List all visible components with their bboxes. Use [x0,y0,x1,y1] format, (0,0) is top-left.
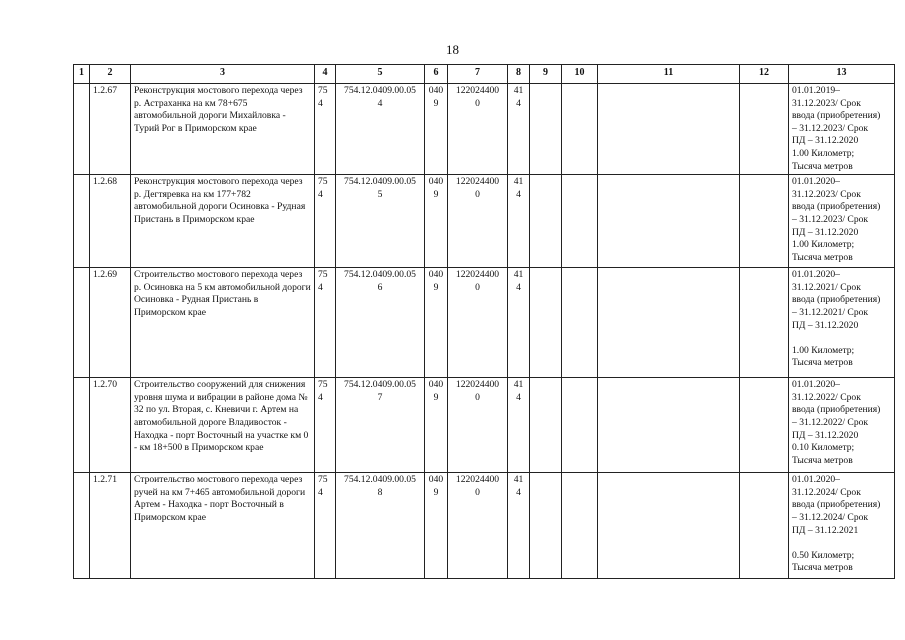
cell-line: Тысяча метров [792,160,853,172]
cell-col-10 [562,268,598,378]
cell-line: 122024400 [455,474,500,486]
cell-col-7 [448,473,508,579]
cell-col-8 [508,268,530,378]
cell-col-11 [598,84,740,175]
cell-col-4: 754 [315,268,336,378]
cell-line: 122024400 [455,379,500,391]
cell-col-10 [562,473,598,579]
cell-col-12 [740,175,789,268]
cell-line: 31.12.2022/ Срок [792,391,861,403]
cell-col-6 [425,378,448,473]
cell-col-9 [530,268,562,378]
cell-line: ПД – 31.12.2020 [792,319,859,331]
table-row [74,268,895,378]
cell-line: 9 [433,486,439,498]
cell-line: 9 [433,281,439,293]
cell-line: 754.12.0409.00.05 [344,176,416,188]
cell-col-12 [740,84,789,175]
table-row [74,175,895,268]
cell-line: Тысяча метров [792,251,853,263]
cell-col-11 [598,473,740,579]
col-header-5: 5 [336,65,425,84]
table-row [74,378,895,473]
cell-col-1 [74,473,90,579]
cell-line: 01.01.2020– [792,379,840,391]
cell-line: ввода (приобретения) [792,201,881,213]
cell-line: – 31.12.2023/ Срок [792,122,869,134]
table-row [74,473,895,579]
cell-col-11 [598,268,740,378]
cell-line: 9 [433,97,439,109]
cell-line: 41 [513,474,524,486]
cell-col-6 [425,84,448,175]
cell-line: 0 [475,281,480,293]
cell-line: ПД – 31.12.2020 [792,135,859,147]
cell-col-10 [562,84,598,175]
cell-col-7 [448,268,508,378]
cell-col-6 [425,175,448,268]
cell-line: 040 [428,85,444,96]
col-header-7: 7 [448,65,508,84]
cell-col-8 [508,378,530,473]
cell-line: Тысяча метров [792,454,853,466]
cell-line: 0 [475,391,480,403]
cell-line: ввода (приобретения) [792,110,881,122]
cell-line: 41 [513,85,524,96]
cell-col-9 [530,378,562,473]
cell-line: 0.10 Километр; [792,442,855,454]
objects-table [73,64,895,579]
cell-col-11 [598,378,740,473]
cell-line: 0.50 Километр; [792,549,855,561]
cell-line: 4 [516,97,521,109]
col-header-12: 12 [740,65,789,84]
cell-line: 01.01.2020– [792,474,840,486]
cell-col-5 [336,84,425,175]
cell-line: Тысяча метров [792,562,853,574]
col-header-3: 3 [131,65,315,84]
cell-line: ввода (приобретения) [792,404,881,416]
cell-col-9 [530,473,562,579]
cell-col-13 [789,84,895,175]
cell-line: 41 [513,176,524,188]
cell-col-2: 1.2.67 [90,84,131,175]
cell-col-7 [448,84,508,175]
cell-col-13 [789,378,895,473]
cell-line: 01.01.2020– [792,269,840,281]
cell-col-12 [740,473,789,579]
col-header-1: 1 [74,65,90,84]
cell-col-1 [74,268,90,378]
page-number: 18 [446,42,459,57]
cell-col-2: 1.2.69 [90,268,131,378]
cell-line: ПД – 31.12.2020 [792,226,859,238]
cell-line: 01.01.2020– [792,176,840,188]
cell-col-7 [448,378,508,473]
cell-line: ПД – 31.12.2020 [792,429,859,441]
cell-line: 4 [516,188,521,200]
cell-line: 31.12.2021/ Срок [792,281,861,293]
cell-col-5 [336,175,425,268]
cell-col-8 [508,473,530,579]
cell-col-8 [508,175,530,268]
table-row [74,84,895,175]
cell-line: 4 [377,97,383,109]
cell-line: 01.01.2019– [792,85,840,96]
cell-line [792,537,891,550]
cell-col-5 [336,378,425,473]
cell-col-13 [789,473,895,579]
cell-line: 122024400 [455,85,500,96]
cell-col-5 [336,268,425,378]
cell-line: 122024400 [455,269,500,281]
cell-col-1 [74,378,90,473]
cell-col-6 [425,268,448,378]
cell-col-1 [74,175,90,268]
cell-col-4: 754 [315,378,336,473]
cell-col-4: 754 [315,84,336,175]
col-header-2: 2 [90,65,131,84]
cell-line: 31.12.2024/ Срок [792,486,861,498]
cell-col-3: Реконструкция мостового перехода через р. Астраханка на км 78+675 автомобильной дороги Михайловка - Турий Рог в Приморском крае [131,84,315,175]
cell-col-4: 754 [315,175,336,268]
cell-line: 040 [428,176,444,188]
cell-line: 0 [475,97,480,109]
cell-line: – 31.12.2022/ Срок [792,416,869,428]
cell-col-9 [530,84,562,175]
cell-line: 7 [377,391,383,403]
cell-line: 040 [428,474,444,486]
cell-line: 754.12.0409.00.05 [344,269,416,281]
cell-line: 9 [433,391,439,403]
cell-line: 754.12.0409.00.05 [344,379,416,391]
col-header-13: 13 [789,65,895,84]
cell-line: 754.12.0409.00.05 [344,85,416,96]
cell-col-11 [598,175,740,268]
cell-line: 1.00 Километр; [792,239,855,251]
cell-col-7 [448,175,508,268]
cell-line: 4 [516,486,521,498]
cell-line: 4 [516,391,521,403]
cell-line: 8 [377,486,383,498]
col-header-10: 10 [562,65,598,84]
col-header-9: 9 [530,65,562,84]
cell-col-3: Реконструкция мостового перехода через р. Дегтяревка на км 177+782 автомобильной дороги Осиновка - Рудная Пристань в Приморском крае [131,175,315,268]
col-header-6: 6 [425,65,448,84]
cell-col-3: Строительство мостового перехода через ручей на км 7+465 автомобильной дороги Артем - Находка - порт Восточный в Приморском крае [131,473,315,579]
cell-col-12 [740,268,789,378]
cell-col-3: Строительство мостового перехода через р. Осиновка на 5 км автомобильной дороги Осиновка - Рудная Пристань в Приморском крае [131,268,315,378]
cell-line: – 31.12.2021/ Срок [792,306,869,318]
cell-col-2: 1.2.68 [90,175,131,268]
col-header-8: 8 [508,65,530,84]
header-row [74,65,895,84]
cell-line: ввода (приобретения) [792,294,881,306]
cell-line: 122024400 [455,176,500,188]
cell-line: 41 [513,269,524,281]
cell-col-9 [530,175,562,268]
cell-col-12 [740,378,789,473]
cell-line: 0 [475,486,480,498]
cell-line [792,332,891,345]
cell-line: 1.00 Километр; [792,344,855,356]
cell-col-6 [425,473,448,579]
cell-line: 0 [475,188,480,200]
cell-col-8 [508,84,530,175]
cell-col-4: 754 [315,473,336,579]
cell-line: Тысяча метров [792,357,853,369]
cell-line: 040 [428,379,444,391]
cell-line: 4 [516,281,521,293]
cell-line: 9 [433,188,439,200]
cell-col-5 [336,473,425,579]
cell-line: 040 [428,269,444,281]
cell-col-10 [562,378,598,473]
cell-line: 31.12.2023/ Срок [792,97,861,109]
col-header-11: 11 [598,65,740,84]
cell-col-13 [789,175,895,268]
col-header-4: 4 [315,65,336,84]
cell-col-3: Строительство сооружений для снижения уровня шума и вибрации в районе дома № 32 по ул. Вторая, с. Кневичи г. Артем на автомобильной дороге Владивосток - Находка - порт Восточный на участке км 0 - км 18+500 в Приморском крае [131,378,315,473]
cell-line: 5 [377,188,383,200]
cell-line: 41 [513,379,524,391]
cell-line: – 31.12.2023/ Срок [792,213,869,225]
cell-col-2: 1.2.70 [90,378,131,473]
cell-line: 1.00 Километр; [792,147,855,159]
cell-line: – 31.12.2024/ Срок [792,511,869,523]
cell-col-10 [562,175,598,268]
cell-line: 754.12.0409.00.05 [344,474,416,486]
cell-col-2: 1.2.71 [90,473,131,579]
cell-col-13 [789,268,895,378]
cell-line: ввода (приобретения) [792,499,881,511]
cell-line: ПД – 31.12.2021 [792,524,859,536]
cell-line: 31.12.2023/ Срок [792,188,861,200]
cell-col-1 [74,84,90,175]
cell-line: 6 [377,281,383,293]
